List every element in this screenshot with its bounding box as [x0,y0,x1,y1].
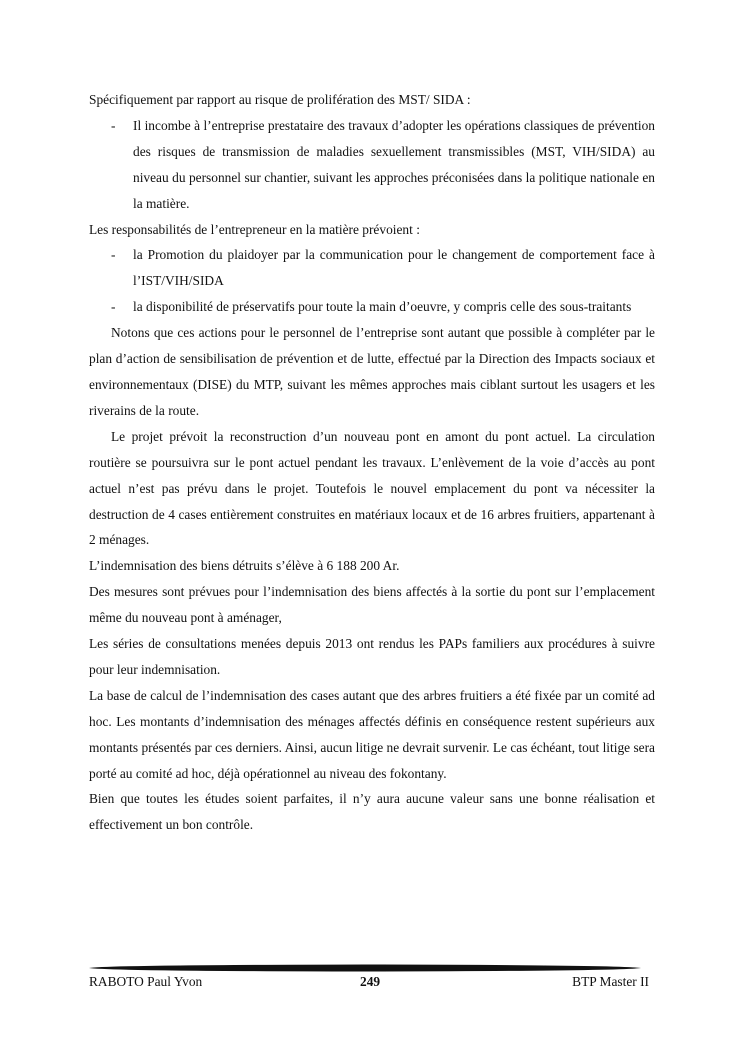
paragraph-intro-mst: Spécifiquement par rapport au risque de prolifération des MST/ SIDA : [89,92,471,107]
list-item-text: Il incombe à l’entreprise prestataire des travaux d’adopter les opérations classiques de prévention des risques de transmission de maladies sexuellement transmissibles (MST, VIH/SIDA) au niveau du personnel sur chantier, suivant les approches préconisées dans la politique nationale en la matière. [133,117,655,211]
list-item [89,294,655,320]
paragraph-consultations: Les séries de consultations menées depuis 2013 ont rendus les PAPs familiers aux procédures à suivre pour leur indemnisation. [89,636,655,677]
paragraph-project: Le projet prévoit la reconstruction d’un nouveau pont en amont du pont actuel. La circulation routière se poursuivra sur le pont actuel pendant les travaux. L’enlèvement de la voie d’accès au pont actuel n’est pas prévu dans le projet. Toutefois le nouvel emplacement du pont va nécessiter la destruction de 4 cases entièrement construites en matériaux locaux et de 16 arbres fruitiers, appartenant à 2 ménages. [89,428,655,548]
page-body [89,87,655,838]
paragraph-compensation-amount: L’indemnisation des biens détruits s’élève à 6 188 200 Ar. [89,558,400,574]
footer-program: BTP Master II [572,974,649,989]
list-item-text: la Promotion du plaidoyer par la communication pour le changement de comportement face à l’IST/VIH/SIDA [133,247,655,289]
page-number: 249 [360,974,381,989]
paragraph-conclusion: Bien que toutes les études soient parfaites, il n’y aura aucune valeur sans une bonne réalisation et effectivement un bon contrôle. [89,791,655,833]
footer-author: RABOTO Paul Yvon [89,974,203,989]
paragraph-actions: Notons que ces actions pour le personnel de l’entreprise sont autant que possible à compléter par le plan d’action de sensibilisation de prévention et de lutte, effectué par la Direction des Impacts sociaux et environnementaux (DISE) du MTP, suivant les mêmes approches mais ciblant surtout les usagers et les riverains de la route. [89,325,655,418]
dash-bullet: - [111,247,116,263]
dash-bullet: - [111,117,116,133]
paragraph-calculation-basis: La base de calcul de l’indemnisation des cases autant que des arbres fruitiers a été fixée par un comité ad hoc. Les montants d’indemnisation des ménages affectés définis en conséquence restent supérieurs aux montants présentés par ces derniers. Ainsi, aucun litige ne devrait survenir. Le cas échéant, tout litige sera porté au comité ad hoc, déjà opérationnel au niveau des fokontany. [89,687,655,781]
paragraph-responsibilities: Les responsabilités de l’entrepreneur en la matière prévoient : [89,221,420,237]
list-item [89,113,655,217]
list-item-text: la disponibilité de préservatifs pour toute la main d’oeuvre, y compris celle des sous-traitants [133,299,632,315]
list-responsibilities [89,242,655,320]
list-item [89,242,655,294]
dash-bullet: - [111,299,116,315]
paragraph-measures: Des mesures sont prévues pour l’indemnisation des biens affectés à la sortie du pont sur l’emplacement même du nouveau pont à aménager, [89,584,655,626]
page-footer [89,974,649,994]
footer-divider [89,964,641,972]
list-prevention [89,113,655,217]
